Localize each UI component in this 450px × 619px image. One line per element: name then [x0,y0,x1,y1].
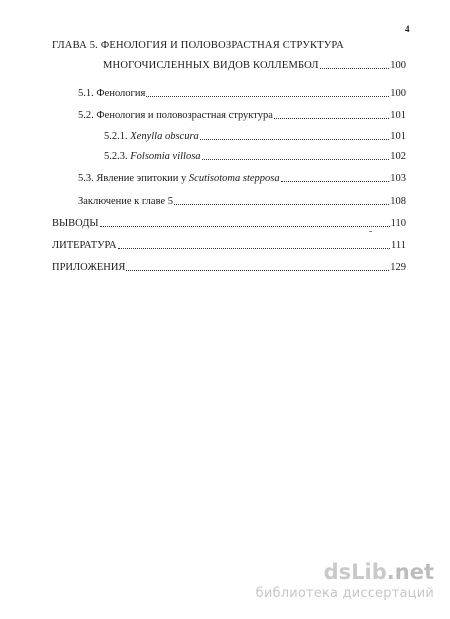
entry-title: 5.1. Фенология [78,88,146,99]
toc-entry-5-3[interactable] [78,173,406,184]
species-name: Xenylla obscura [130,131,199,142]
chapter-title-line1: ГЛАВА 5. ФЕНОЛОГИЯ И ПОЛОВОЗРАСТНАЯ СТРУКТУРА [52,40,344,51]
entry-title: 5.2.1. Xenylla obscura [104,131,199,142]
species-name: Folsomia villosa [130,151,201,162]
page-ref: 100 [390,88,406,99]
page-number: 4 [405,24,410,34]
toc-entry-conclusions[interactable] [52,218,406,229]
dot-leader [281,181,390,182]
scan-speck [369,231,372,232]
page-ref: 100 [390,60,406,71]
dot-leader [100,226,390,227]
entry-title: 5.2. Фенология и половозрастная структура [78,110,273,121]
dot-leader [274,118,389,119]
entry-title: 5.3. Явление эпитокии у Scutisotoma stepposa [78,173,280,184]
toc-entry-conclusion[interactable] [78,196,406,207]
species-name: Scutisotoma stepposa [188,173,280,184]
dot-leader [126,270,389,271]
entry-title: ПРИЛОЖЕНИЯ [52,262,126,273]
entry-title: 5.2.3. Folsomia villosa [104,151,201,162]
page-ref: 101 [390,131,406,142]
toc-entry-5-2[interactable] [78,110,406,121]
dot-leader [320,68,390,69]
page-ref: 111 [391,240,406,251]
watermark [256,562,434,601]
toc-entry-5-1[interactable] [78,88,406,99]
entry-title: ВЫВОДЫ [52,218,99,229]
toc-entry-appendices[interactable] [52,262,406,273]
page-ref: 102 [390,151,406,162]
dot-leader [118,248,390,249]
toc-entry-chapter-5[interactable] [103,60,406,71]
page-ref: 129 [390,262,406,273]
entry-title: ЛИТЕРАТУРА [52,240,117,251]
toc-entry-5-2-1[interactable] [104,131,406,142]
watermark-logo: dsLib.net [323,560,434,584]
page-ref: 101 [390,110,406,121]
toc-entry-5-2-3[interactable] [104,151,406,162]
page-ref: 103 [390,173,406,184]
entry-title: Заключение к главе 5 [78,196,174,207]
dot-leader [146,96,389,97]
dot-leader [202,159,390,160]
page-ref: 108 [390,196,406,207]
chapter-title-line2: МНОГОЧИСЛЕННЫХ ВИДОВ КОЛЛЕМБОЛ [103,60,319,71]
toc-entry-literature[interactable] [52,240,406,251]
page-ref: 110 [390,218,406,229]
dot-leader [174,204,389,205]
dot-leader [200,139,389,140]
watermark-subtitle: библиотека диссертаций [255,586,434,601]
